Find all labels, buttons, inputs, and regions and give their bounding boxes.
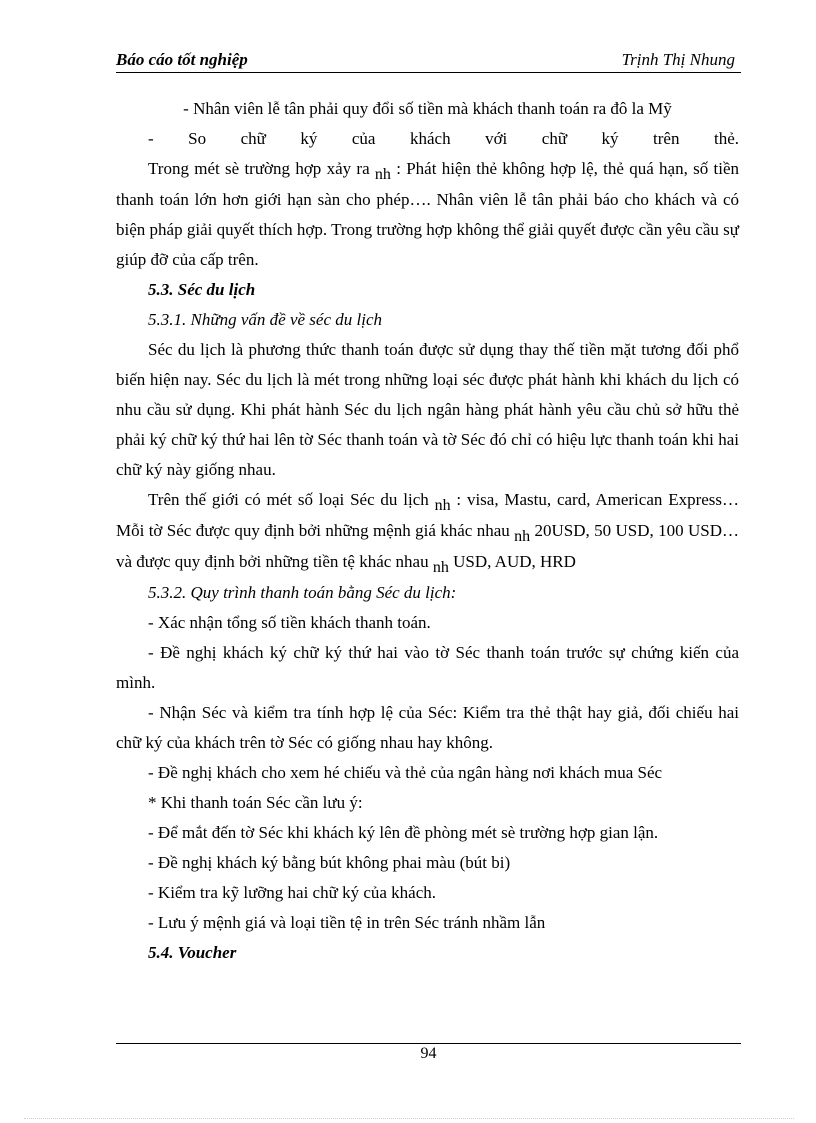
cheque-types-text-c: 20USD, 50 USD, 100 USD…và được quy định bởi những tiền tệ khác nhau — [116, 521, 740, 571]
list-item: - Để mắt đến tờ Séc khi khách ký lên đề phòng mét sè trường hợp gian lận. — [148, 823, 659, 842]
subscript-nh: nh — [432, 559, 449, 576]
list-item: - Đề nghị khách cho xem hé chiếu và thẻ của ngân hàng nơi khách mua Séc — [148, 763, 663, 782]
document-body — [116, 94, 739, 968]
cheque-types-text-a: Trên thế giới có mét số loại Séc du lịch — [148, 490, 429, 509]
subscript-nh: nh — [434, 497, 451, 514]
special-cases-text-a: Trong mét sè trường hợp xảy ra — [148, 159, 370, 178]
page-bottom-divider — [24, 1118, 794, 1119]
cheque-types-text-d: USD, AUD, HRD — [453, 552, 576, 571]
note-heading: * Khi thanh toán Séc cần lưu ý: — [148, 793, 363, 812]
subscript-nh: nh — [514, 528, 531, 545]
paragraph-special-cases — [116, 154, 739, 275]
paragraph-exchange-note: - Nhân viên lễ tân phải quy đổi số tiền mà khách thanh toán ra đô la Mỹ — [183, 99, 672, 118]
special-cases-text-b: : Phát hiện thẻ không hợp lệ, thẻ quá hạn, số tiền thanh toán lớn hơn giới hạn sàn cho phép…. Nhân viên lễ tân phải báo cho khách và có biện pháp giải quyết thích hợp. Trong trường hợp không thể giải quyết được cần yêu cầu sự giúp đỡ của cấp trên. — [116, 159, 739, 269]
list-item: - Lưu ý mệnh giá và loại tiền tệ in trên Séc tránh nhầm lẫn — [148, 913, 546, 932]
page-footer — [116, 1043, 741, 1063]
section-heading-5-4: 5.4. Voucher — [148, 943, 237, 962]
list-item: - Đề nghị khách ký bằng bút không phai màu (bút bi) — [148, 853, 511, 872]
page-header — [116, 48, 741, 73]
list-item: - Xác nhận tổng số tiền khách thanh toán. — [148, 613, 431, 632]
paragraph-travel-cheque-intro: Séc du lịch là phương thức thanh toán được sử dụng thay thế tiền mặt tương đối phổ biến hiện nay. Séc du lịch là mét trong những loại séc được phát hành khi khách du lịch có nhu cầu sử dụng. Khi phát hành Séc du lịch ngân hàng phát hành yêu cầu chủ sở hữu thẻ phải ký chữ ký thứ hai lên tờ Séc thanh toán và tờ Séc đó chỉ có hiệu lực thanh toán khi hai chữ ký này giống nhau. — [116, 340, 739, 479]
list-item: - Đề nghị khách ký chữ ký thứ hai vào tờ Séc thanh toán trước sự chứng kiến của mình. — [116, 643, 739, 692]
subsection-heading-5-3-1: 5.3.1. Những vấn đề về séc du lịch — [148, 310, 382, 329]
author-name: Trịnh Thị Nhung — [621, 50, 735, 69]
page-number: 94 — [420, 1045, 437, 1062]
subscript-nh: nh — [374, 166, 391, 183]
section-heading-5-3: 5.3. Séc du lịch — [148, 280, 256, 299]
report-title: Báo cáo tốt nghiệp — [116, 50, 248, 69]
paragraph-cheque-types — [116, 485, 739, 578]
cheque-types-text-b: : visa, Mastu, card, American Express… Mỗi tờ Séc được quy định bởi những mệnh giá khác nhau — [116, 490, 740, 540]
list-item: - Nhận Séc và kiểm tra tính hợp lệ của Séc: Kiểm tra thẻ thật hay giả, đối chiếu hai chữ ký của khách trên tờ Séc có giống nhau hay không. — [116, 703, 739, 752]
subsection-heading-5-3-2: 5.3.2. Quy trình thanh toán bằng Séc du lịch: — [148, 583, 457, 602]
list-item: - Kiểm tra kỹ lưỡng hai chữ ký của khách. — [148, 883, 436, 902]
paragraph-signature-check: - So chữ ký của khách với chữ ký trên thẻ. — [148, 129, 739, 148]
